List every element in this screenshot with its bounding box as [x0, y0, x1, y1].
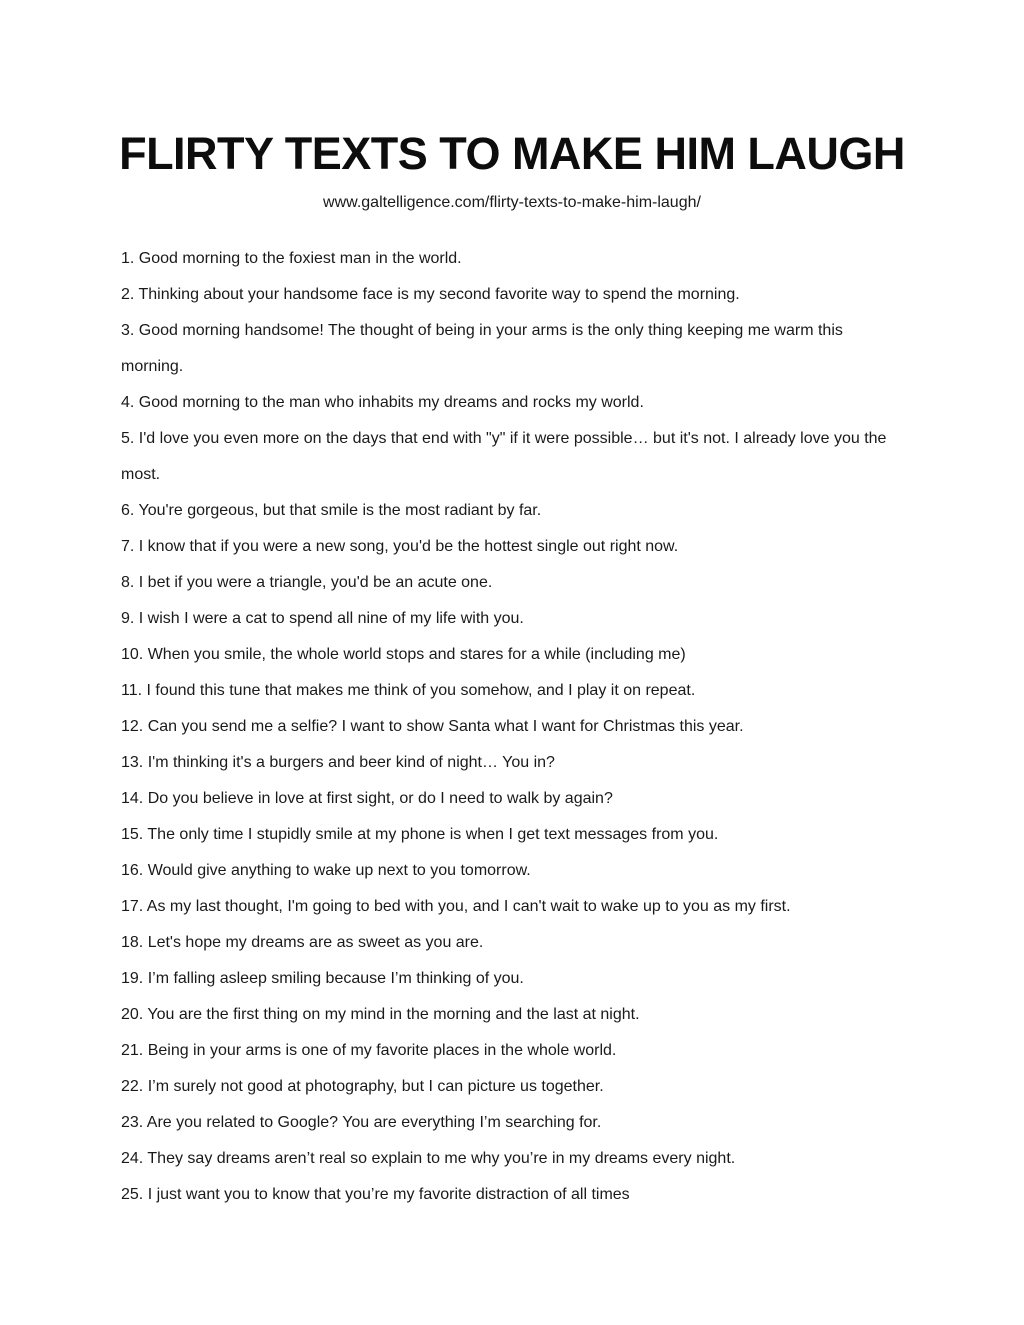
list-item: 16. Would give anything to wake up next to you tomorrow.: [121, 862, 531, 879]
list-item: 17. As my last thought, I'm going to bed with you, and I can't wait to wake up to you as my first.: [121, 898, 791, 915]
list-item: 3. Good morning handsome! The thought of being in your arms is the only thing keeping me warm this morning.: [121, 322, 843, 375]
list-item: 13. I'm thinking it's a burgers and beer kind of night… You in?: [121, 754, 555, 771]
list-item: 11. I found this tune that makes me think of you somehow, and I play it on repeat.: [121, 682, 696, 699]
list-item: 24. They say dreams aren’t real so explain to me why you’re in my dreams every night.: [121, 1150, 736, 1167]
list-item: 8. I bet if you were a triangle, you'd be an acute one.: [121, 574, 493, 591]
list-item: 2. Thinking about your handsome face is my second favorite way to spend the morning.: [121, 286, 740, 303]
list-item: 12. Can you send me a selfie? I want to show Santa what I want for Christmas this year.: [121, 718, 744, 735]
list-item: 4. Good morning to the man who inhabits my dreams and rocks my world.: [121, 394, 644, 411]
list-item: 20. You are the first thing on my mind in the morning and the last at night.: [121, 1006, 640, 1023]
list-item: 6. You're gorgeous, but that smile is the most radiant by far.: [121, 502, 542, 519]
list-item: 9. I wish I were a cat to spend all nine of my life with you.: [121, 610, 524, 627]
list-item: 5. I'd love you even more on the days that end with "y" if it were possible… but it's not. I already love you the most.: [121, 430, 887, 483]
list-item: 21. Being in your arms is one of my favorite places in the whole world.: [121, 1042, 617, 1059]
texts-list: [121, 241, 901, 1213]
list-item: 18. Let's hope my dreams are as sweet as you are.: [121, 934, 484, 951]
source-url: www.galtelligence.com/flirty-texts-to-make-him-laugh/: [323, 194, 701, 211]
list-item: 10. When you smile, the whole world stops and stares for a while (including me): [121, 646, 686, 663]
list-item: 22. I’m surely not good at photography, but I can picture us together.: [121, 1078, 604, 1095]
list-item: 1. Good morning to the foxiest man in the world.: [121, 250, 462, 267]
page-title: FLIRTY TEXTS TO MAKE HIM LAUGH: [119, 128, 905, 179]
list-item: 25. I just want you to know that you’re my favorite distraction of all times: [121, 1186, 630, 1203]
list-item: 14. Do you believe in love at first sight, or do I need to walk by again?: [121, 790, 613, 807]
list-item: 23. Are you related to Google? You are everything I’m searching for.: [121, 1114, 602, 1131]
list-item: 19. I’m falling asleep smiling because I’m thinking of you.: [121, 970, 524, 987]
list-item: 7. I know that if you were a new song, you'd be the hottest single out right now.: [121, 538, 679, 555]
list-item: 15. The only time I stupidly smile at my phone is when I get text messages from you.: [121, 826, 719, 843]
